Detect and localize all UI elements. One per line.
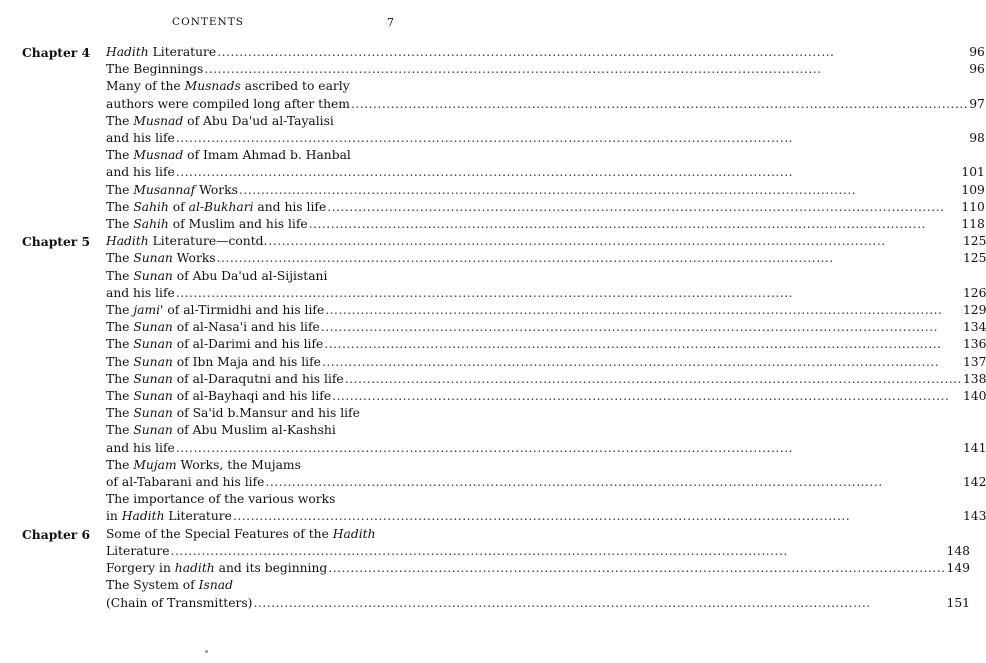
toc-page-number: 118 <box>961 217 985 232</box>
title-text: and his life <box>106 131 175 146</box>
toc-page-number: 98 <box>969 131 985 146</box>
title-text: The <box>106 354 134 369</box>
toc-page-number: 149 <box>946 561 971 576</box>
toc-entry <box>106 422 986 456</box>
toc-page-number: 143 <box>962 509 986 524</box>
toc-page-number: 125 <box>962 234 986 249</box>
title-text: The <box>106 423 134 438</box>
dot-leader <box>332 388 962 405</box>
title-text: The <box>106 148 134 163</box>
title-text: of al-Daraqutni and his life <box>172 371 344 386</box>
title-text: Some of the Special Features of the <box>106 526 333 541</box>
toc-entry-title <box>106 182 238 199</box>
title-text: Works <box>172 251 216 266</box>
title-text: The <box>106 199 134 214</box>
toc-entry-title <box>106 319 320 336</box>
title-text: and his life <box>106 440 175 455</box>
title-text: of Imam Ahmad b. Hanbal <box>183 148 351 163</box>
chapter-entries <box>106 44 985 233</box>
italic-term: Isnad <box>198 578 233 593</box>
toc-entry-line <box>106 491 986 508</box>
toc-entry-title <box>106 44 216 61</box>
toc-entry-title <box>106 96 350 113</box>
page-number: 7 <box>387 16 394 29</box>
toc-entry <box>106 302 986 319</box>
italic-term: Musnads <box>184 79 241 94</box>
toc-entry-line <box>106 371 986 388</box>
italic-term: Sunan <box>133 406 173 421</box>
toc-entry-line <box>106 233 986 250</box>
italic-term: Sahih <box>133 217 169 232</box>
italic-term: Sunan <box>133 251 173 266</box>
dot-leader <box>176 285 962 302</box>
italic-term: Sunan <box>133 320 173 335</box>
title-text: of Abu Da'ud al-Sijistani <box>172 268 328 283</box>
toc-entry-line <box>106 61 985 78</box>
toc-page-number: 140 <box>962 389 986 404</box>
toc-page-number: 126 <box>962 285 986 300</box>
toc-entry-line <box>106 164 985 181</box>
toc-entry-line <box>106 526 970 543</box>
title-text: and his life <box>106 165 175 180</box>
title-text: The <box>106 182 134 197</box>
title-text: of al-Bayhaqi and his life <box>172 389 332 404</box>
toc-entry-title <box>106 302 324 319</box>
italic-term: Sunan <box>133 268 173 283</box>
title-text: Literature—contd. <box>148 234 268 249</box>
title-text: (Chain of Transmitters) <box>106 595 253 610</box>
italic-term: Musnad <box>133 113 184 128</box>
chapter-block <box>22 44 985 233</box>
dot-leader <box>325 302 962 319</box>
toc-entry-line <box>106 422 986 439</box>
italic-term: Sunan <box>133 423 173 438</box>
toc-entry-line <box>106 216 985 233</box>
toc-entry-line <box>106 388 986 405</box>
toc-entry <box>106 268 986 302</box>
title-text: The <box>106 389 134 404</box>
toc-page-number: 137 <box>962 354 986 369</box>
toc-entry-title <box>106 405 360 422</box>
chapter-block <box>22 233 986 525</box>
italic-term: Hadith <box>332 526 376 541</box>
dot-leader <box>233 508 962 525</box>
toc-entry-line <box>106 336 986 353</box>
toc-entry-line <box>106 354 986 371</box>
toc-entry-title <box>106 216 308 233</box>
toc-entry-line <box>106 405 986 422</box>
title-text: The Beginnings <box>106 62 204 77</box>
title-text: The <box>106 406 134 421</box>
title-text: of Ibn Maja and his life <box>172 354 321 369</box>
title-text: The <box>106 217 134 232</box>
toc-entry-line <box>106 113 985 130</box>
title-text: of Abu Da'ud al-Tayalisi <box>183 113 334 128</box>
toc-entry-title <box>106 474 264 491</box>
toc-entry-title <box>106 78 350 95</box>
toc-entry-title <box>106 422 336 439</box>
title-text: of <box>168 199 189 214</box>
dot-leader <box>309 216 961 233</box>
toc-entry-line <box>106 130 985 147</box>
toc-entry-line <box>106 78 985 95</box>
toc-page-number: 141 <box>962 440 986 455</box>
toc-page-number: 96 <box>969 45 985 59</box>
italic-term: jami' <box>133 303 164 318</box>
toc-entry-title <box>106 250 216 267</box>
toc-entry-line <box>106 508 986 525</box>
dot-leader <box>253 595 945 612</box>
title-text: Many of the <box>106 79 185 94</box>
toc-entry-title <box>106 268 327 285</box>
toc-entry <box>106 113 985 147</box>
chapter-label: Chapter 4 <box>22 45 91 60</box>
italic-term: Hadith <box>106 45 149 59</box>
title-text: Literature <box>106 543 170 558</box>
title-text: and his life <box>253 199 327 214</box>
toc-entry-line <box>106 577 970 594</box>
dot-leader <box>176 440 962 457</box>
toc-entry <box>106 233 986 250</box>
footer-mark <box>205 650 208 653</box>
title-text: and its beginning <box>214 561 328 576</box>
toc-entry-line <box>106 440 986 457</box>
title-text: and his life <box>106 285 175 300</box>
toc-entry-line <box>106 199 985 216</box>
chapter-entries <box>106 233 986 525</box>
toc-entry <box>106 78 985 112</box>
toc-entry-line <box>106 268 986 285</box>
toc-entry <box>106 526 970 560</box>
title-text: Works <box>195 182 238 197</box>
title-text: of Abu Muslim al-Kashshi <box>172 423 336 438</box>
toc-entry <box>106 336 986 353</box>
title-text: The <box>106 303 134 318</box>
toc-entry-title <box>106 371 344 388</box>
toc-entry-title <box>106 560 327 577</box>
dot-leader <box>265 474 962 491</box>
toc-entry-line <box>106 250 986 267</box>
italic-term: Hadith <box>121 509 165 524</box>
toc-entry <box>106 182 985 199</box>
toc-entry-title <box>106 457 301 474</box>
toc-entry-line <box>106 319 986 336</box>
dot-leader <box>324 336 962 353</box>
toc-page-number: 125 <box>962 251 986 266</box>
table-of-contents <box>22 44 986 612</box>
title-text: of al-Nasa'i and his life <box>172 320 320 335</box>
toc-entry <box>106 354 986 371</box>
toc-entry <box>106 61 985 78</box>
toc-entry-line <box>106 147 985 164</box>
page-title: CONTENTS <box>172 16 244 28</box>
toc-entry-title <box>106 285 175 302</box>
toc-entry <box>106 457 986 491</box>
dot-leader <box>176 164 961 181</box>
dot-leader <box>351 96 968 113</box>
toc-entry-title <box>106 130 175 147</box>
toc-page-number: 151 <box>946 595 971 610</box>
toc-entry-line <box>106 474 986 491</box>
italic-term: Sunan <box>133 389 173 404</box>
toc-entry <box>106 388 986 405</box>
dot-leader <box>217 250 962 267</box>
title-text: Literature <box>164 509 232 524</box>
toc-entry <box>106 405 986 422</box>
toc-entry-line <box>106 96 985 113</box>
toc-page-number: 110 <box>961 199 985 214</box>
title-text: Forgery in <box>106 561 175 576</box>
title-text: authors were compiled long after them <box>106 96 350 111</box>
title-text: of Muslim and his life <box>168 217 308 232</box>
title-text: The <box>106 337 134 352</box>
title-text: of Sa'id b.Mansur and his life <box>172 406 360 421</box>
toc-entry-title <box>106 164 175 181</box>
dot-leader <box>321 319 962 336</box>
toc-page-number: 101 <box>961 165 985 180</box>
toc-entry <box>106 44 985 61</box>
toc-page-number: 142 <box>962 475 986 490</box>
italic-term: Sunan <box>133 371 173 386</box>
toc-entry-title <box>106 113 334 130</box>
title-text: Literature <box>148 45 217 59</box>
title-text: The importance of the various works <box>106 492 336 507</box>
title-text: of al-Tirmidhi and his life <box>163 303 325 318</box>
toc-page-number: 138 <box>962 371 986 386</box>
dot-leader <box>204 61 968 78</box>
title-text: in <box>106 509 122 524</box>
toc-entry-line <box>106 457 986 474</box>
toc-entry-title <box>106 526 376 543</box>
dot-leader <box>217 44 968 61</box>
toc-entry <box>106 577 970 611</box>
toc-entry-title <box>106 147 351 164</box>
toc-entry-line <box>106 44 985 61</box>
italic-term: Sunan <box>133 337 173 352</box>
toc-entry <box>106 371 986 388</box>
toc-entry-title <box>106 61 203 78</box>
toc-entry-title <box>106 543 170 560</box>
toc-entry-line <box>106 285 986 302</box>
title-text: The <box>106 251 134 266</box>
toc-entry-title <box>106 577 233 594</box>
dot-leader <box>171 543 946 560</box>
toc-entry-title <box>106 440 175 457</box>
title-text: of al-Tabarani and his life <box>106 475 265 490</box>
title-text: The <box>106 268 134 283</box>
chapter-block <box>22 526 971 612</box>
toc-entry <box>106 491 986 525</box>
toc-entry-title <box>106 508 232 525</box>
chapter-label: Chapter 5 <box>22 234 91 250</box>
toc-entry <box>106 250 986 267</box>
title-text: The <box>106 371 134 386</box>
dot-leader <box>176 130 968 147</box>
italic-term: Musannaf <box>133 182 196 197</box>
chapter-label: Chapter 6 <box>22 526 91 542</box>
toc-entry <box>106 319 986 336</box>
toc-entry <box>106 216 985 233</box>
chapter-entries <box>106 526 970 612</box>
toc-entry <box>106 560 970 577</box>
italic-term: Musnad <box>133 148 184 163</box>
toc-entry-line <box>106 560 970 577</box>
title-text: ascribed to early <box>240 79 350 94</box>
toc-entry <box>106 147 985 181</box>
toc-page-number: 96 <box>969 62 985 77</box>
italic-term: Hadith <box>106 234 149 249</box>
dot-leader <box>322 354 962 371</box>
toc-entry-title <box>106 354 321 371</box>
dot-leader <box>328 560 945 577</box>
toc-page-number: 148 <box>946 543 971 558</box>
toc-page-number: 136 <box>962 337 986 352</box>
title-text: of al-Darimi and his life <box>172 337 324 352</box>
page-header <box>0 16 416 36</box>
toc-page-number: 109 <box>961 182 985 197</box>
title-text: The System of <box>106 578 199 593</box>
toc-entry-line <box>106 543 970 560</box>
toc-page-number: 129 <box>962 303 986 318</box>
toc-entry-title <box>106 199 326 216</box>
dot-leader <box>239 182 960 199</box>
toc-entry-line <box>106 595 970 612</box>
toc-entry-title <box>106 336 323 353</box>
dot-leader <box>327 199 960 216</box>
italic-term: hadith <box>174 561 215 576</box>
toc-page-number: 97 <box>969 96 985 111</box>
toc-entry-title <box>106 595 252 612</box>
dot-leader <box>345 371 962 388</box>
toc-page-number: 134 <box>962 320 986 335</box>
toc-entry <box>106 199 985 216</box>
title-text: The <box>106 457 134 472</box>
italic-term: Sahih <box>133 199 169 214</box>
toc-entry-title <box>106 491 335 508</box>
italic-term: Sunan <box>133 354 173 369</box>
toc-entry-line <box>106 182 985 199</box>
title-text: The <box>106 113 134 128</box>
italic-term: Mujam <box>133 457 177 472</box>
dot-leader <box>268 233 962 250</box>
title-text: The <box>106 320 134 335</box>
toc-entry-title <box>106 233 267 250</box>
toc-entry-line <box>106 302 986 319</box>
toc-entry-title <box>106 388 331 405</box>
title-text: Works, the Mujams <box>176 457 301 472</box>
italic-term: al-Bukhari <box>188 199 254 214</box>
